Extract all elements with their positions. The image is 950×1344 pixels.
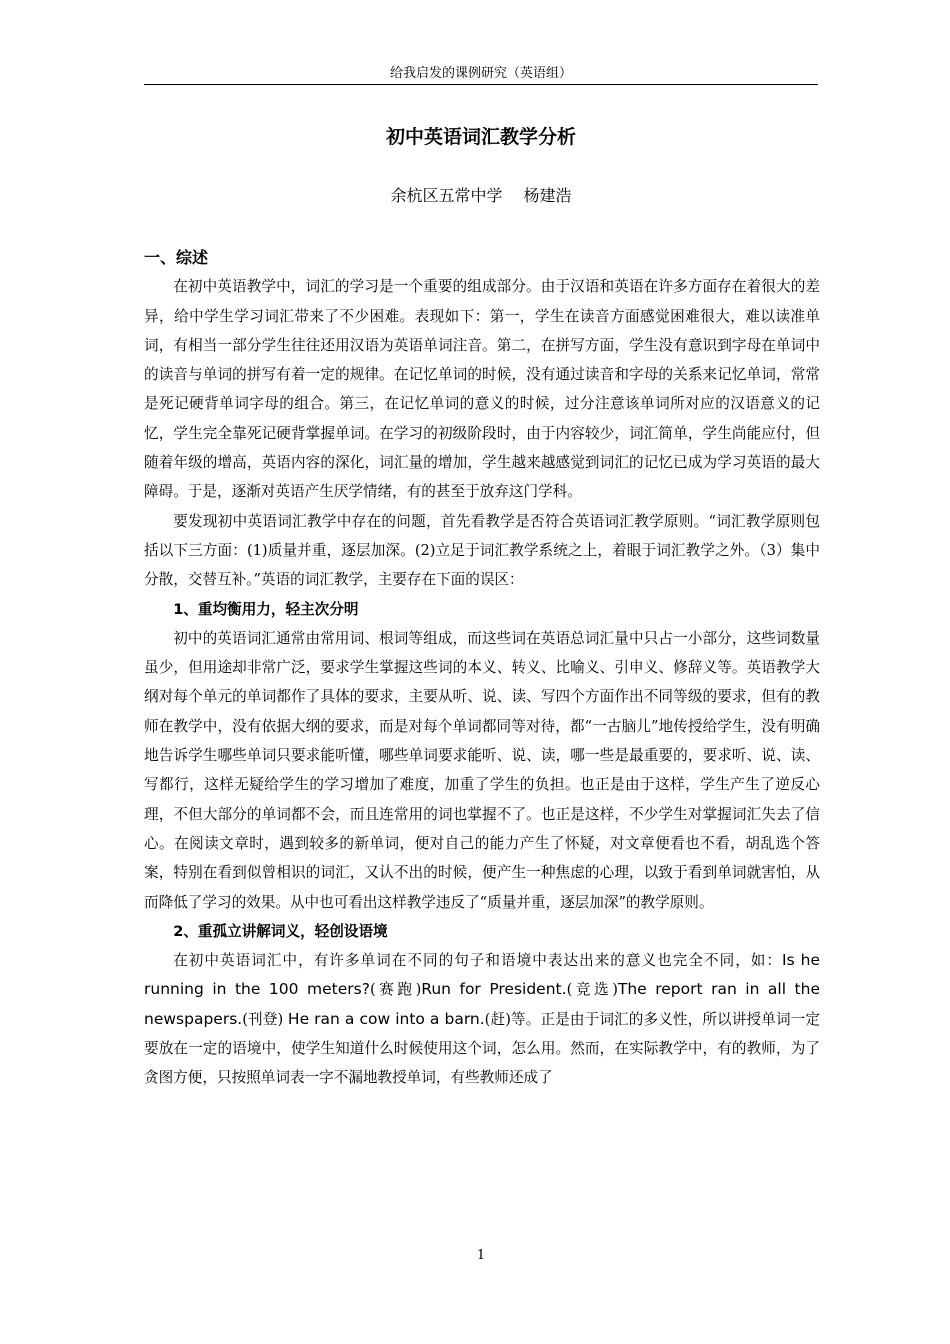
example-gloss: (竞选) — [566, 981, 618, 999]
english-example: Is he running in the 100 meters? — [144, 951, 820, 999]
paragraph-text: 在初中英语词汇中，有许多单词在不同的句子和语境中表达出来的意义也完全不同，如： — [173, 952, 783, 970]
page-number: 1 — [476, 1248, 486, 1263]
english-example: The report ran in all the newspapers. — [144, 980, 820, 1028]
example-gloss: (赛跑) — [369, 981, 422, 999]
subsection-heading: 1、重均衡用力，轻主次分明 — [173, 600, 359, 618]
english-example: Run for President. — [421, 980, 567, 999]
example-gloss: (刊登) — [242, 1010, 284, 1028]
author-byline: 余杭区五常中学 杨建浩 — [390, 186, 572, 205]
example-gloss: (赶) — [484, 1010, 511, 1028]
paragraph: 在初中英语教学中，词汇的学习是一个重要的组成部分。由于汉语和英语在许多方面存在着很大的差异，给中学生学习词汇带来了不少困难。表现如下：第一，学生在读音方面感觉困难很大，难以读准单词，有相当一部分学生往往还用汉语为英语单词注音。第二，在拼写方面，学生没有意识到字母在单词中的读音与单词的拼写有着一定的规律。在记忆单词的时候，没有通过读音和字母的关系来记忆单词，常常是死记硬背单词字母的组合。第三，在记忆单词的意义的时候，过分注意该单词所对应的汉语意义的记忆，学生完全靠死记硬背掌握单词。在学习的初级阶段时，由于内容较少，词汇简单，学生尚能应付，但随着年级的增高，英语内容的深化，词汇量的增加，学生越来越感觉到词汇的记忆已成为学习英语的最大障碍。于是，逐渐对英语产生厌学情绪，有的甚至于放弃这门学科。 — [144, 278, 820, 501]
english-example: He ran a cow into a barn. — [287, 1009, 485, 1028]
section-heading: 一、综述 — [144, 248, 209, 267]
paragraph: 要发现初中英语词汇教学中存在的问题，首先看教学是否符合英语词汇教学原则。“词汇教学原则包括以下三方面：(1)质量并重，逐层加深。(2)立足于词汇教学系统之上，着眼于词汇教学之外。（3）集中分散，交替互补。”英语的词汇教学，主要存在下面的误区： — [144, 512, 820, 589]
paragraph — [144, 946, 820, 1092]
running-header: 给我启发的课例研究（英语组） — [389, 66, 572, 81]
document-title: 初中英语词汇教学分析 — [385, 126, 576, 148]
body-content — [144, 243, 820, 1093]
subsection-heading: 2、重孤立讲解词义，轻创设语境 — [173, 922, 388, 940]
paragraph-text: 等。正是由于词汇的多义性，所以讲授单词一定要放在一定的语境中，使学生知道什么时候使用这个词，怎么用。然而，在实际教学中，有的教师，为了贪图方便，只按照单词表一字不漏地教授单词，有些教师还成了 — [144, 1010, 820, 1087]
paragraph: 初中的英语词汇通常由常用词、根词等组成，而这些词在英语总词汇量中只占一小部分，这些词数量虽少，但用途却非常广泛，要求学生掌握这些词的本义、转义、比喻义、引申义、修辞义等。英语教学大纲对每个单元的单词都作了具体的要求，主要从听、说、读、写四个方面作出不同等级的要求，但有的教师在教学中，没有依据大纲的要求，而是对每个单词都同等对待，都“一古脑儿”地传授给学生，没有明确地告诉学生哪些单词只要求能听懂，哪些单词要求能听、说、读，哪一些是最重要的，要求听、说、读、写都行，这样无疑给学生的学习增加了难度，加重了学生的负担。也正是由于这样，学生产生了逆反心理，不但大部分的单词都不会，而且连常用的词也掌握不了。也正是这样，不少学生对掌握词汇失去了信心。在阅读文章时，遇到较多的新单词，便对自己的能力产生了怀疑，对文章便看也不看，胡乱选个答案，特别在看到似曾相识的词汇，又认不出的时候，便产生一种焦虑的心理，以致于看到单词就害怕，从而降低了学习的效果。从中也可看出这样教学违反了“质量并重，逐层加深”的教学原则。 — [144, 629, 820, 911]
header-divider — [144, 84, 818, 85]
